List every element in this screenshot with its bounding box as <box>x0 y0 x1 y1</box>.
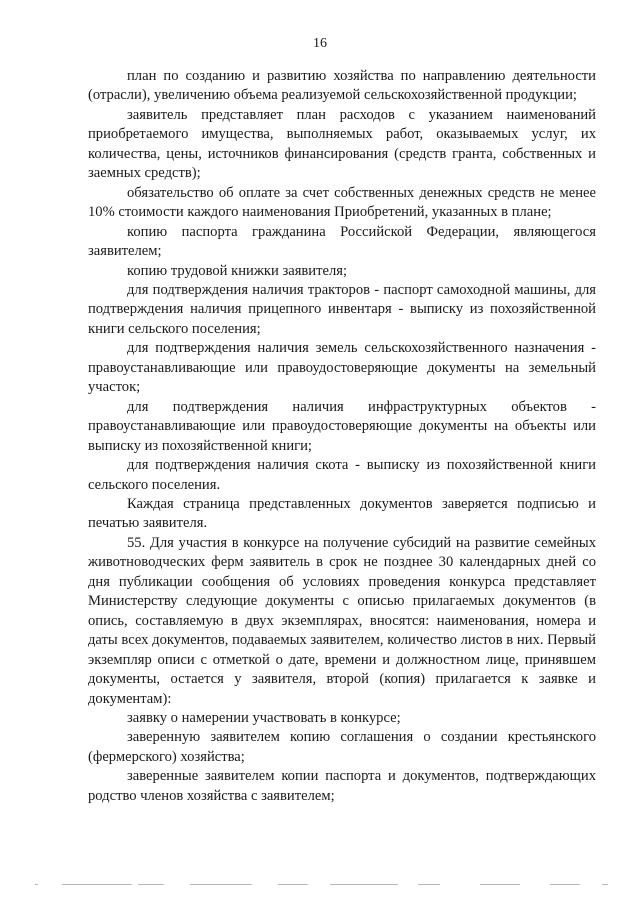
paragraph-page-certification: Каждая страница представленных документов заверяется подписью и печатью заявителя. <box>88 495 596 532</box>
paragraph-land-confirmation: для подтверждения наличия земель сельскохозяйственного назначения - правоустанавливающие или правоудостоверяющие документы на земельный участок; <box>88 340 596 396</box>
paragraph-tractors-confirmation: для подтверждения наличия тракторов - паспорт самоходной машины, для подтверждения наличия прицепного инвентаря - выписку из похозяйственной книги сельского поселения; <box>88 281 596 337</box>
page-number: 16 <box>313 36 327 51</box>
document-body <box>88 67 596 806</box>
paragraph-payment-obligation: обязательство об оплате за счет собственных денежных средств не менее 10% стоимости каждого наименования Приобретений, указанных в плане; <box>88 184 596 221</box>
paragraph-farm-development-plan: план по созданию и развитию хозяйства по направлению деятельности (отрасли), увеличению объема реализуемой сельскохозяйственной продукции; <box>88 68 596 104</box>
paragraph-employment-record-copy: копию трудовой книжки заявителя; <box>127 262 348 279</box>
paragraph-farm-agreement-copy: заверенную заявителем копию соглашения о создании крестьянского (фермерского) хозяйства; <box>88 729 596 765</box>
paragraph-passport-copy: копию паспорта гражданина Российской Федерации, являющегося заявителем; <box>88 223 596 260</box>
paragraph-livestock-confirmation: для подтверждения наличия скота - выписку из похозяйственной книги сельского поселения. <box>88 457 596 493</box>
scan-edge-artifact <box>30 884 610 887</box>
paragraph-infrastructure-confirmation: для подтверждения наличия инфраструктурных объектов - правоустанавливающие или правоудостоверяющие документы на объекты или выписку из похозяйственной книги; <box>88 398 596 454</box>
paragraph-clause-55: 55. Для участия в конкурсе на получение субсидий на развитие семейных животноводческих ферм заявитель в срок не позднее 30 календарных дней со дня публикации сообщения об условиях проведения конкурса представляет Министерству следующие документы с описью прилагаемых документов (в опись, составляемую в двух экземплярах, вносятся: наименования, номера и даты всех документов, подаваемых заявителем, количество листов в них. Первый экземпляр описи с отметкой о дате, времени и должностном лице, принявшем документы, остается у заявителя, второй (копия) прилагается к заявке и документам): <box>88 534 596 707</box>
paragraph-kinship-documents: заверенные заявителем копии паспорта и документов, подтверждающих родство членов хозяйства с заявителем; <box>88 768 596 804</box>
paragraph-expense-plan: заявитель представляет план расходов с указанием наименований приобретаемого имущества, выполняемых работ, оказываемых услуг, их количества, цены, источников финансирования (средств гранта, собственных и заемных средств); <box>88 106 596 182</box>
paragraph-participation-application: заявку о намерении участвовать в конкурсе; <box>127 709 401 726</box>
